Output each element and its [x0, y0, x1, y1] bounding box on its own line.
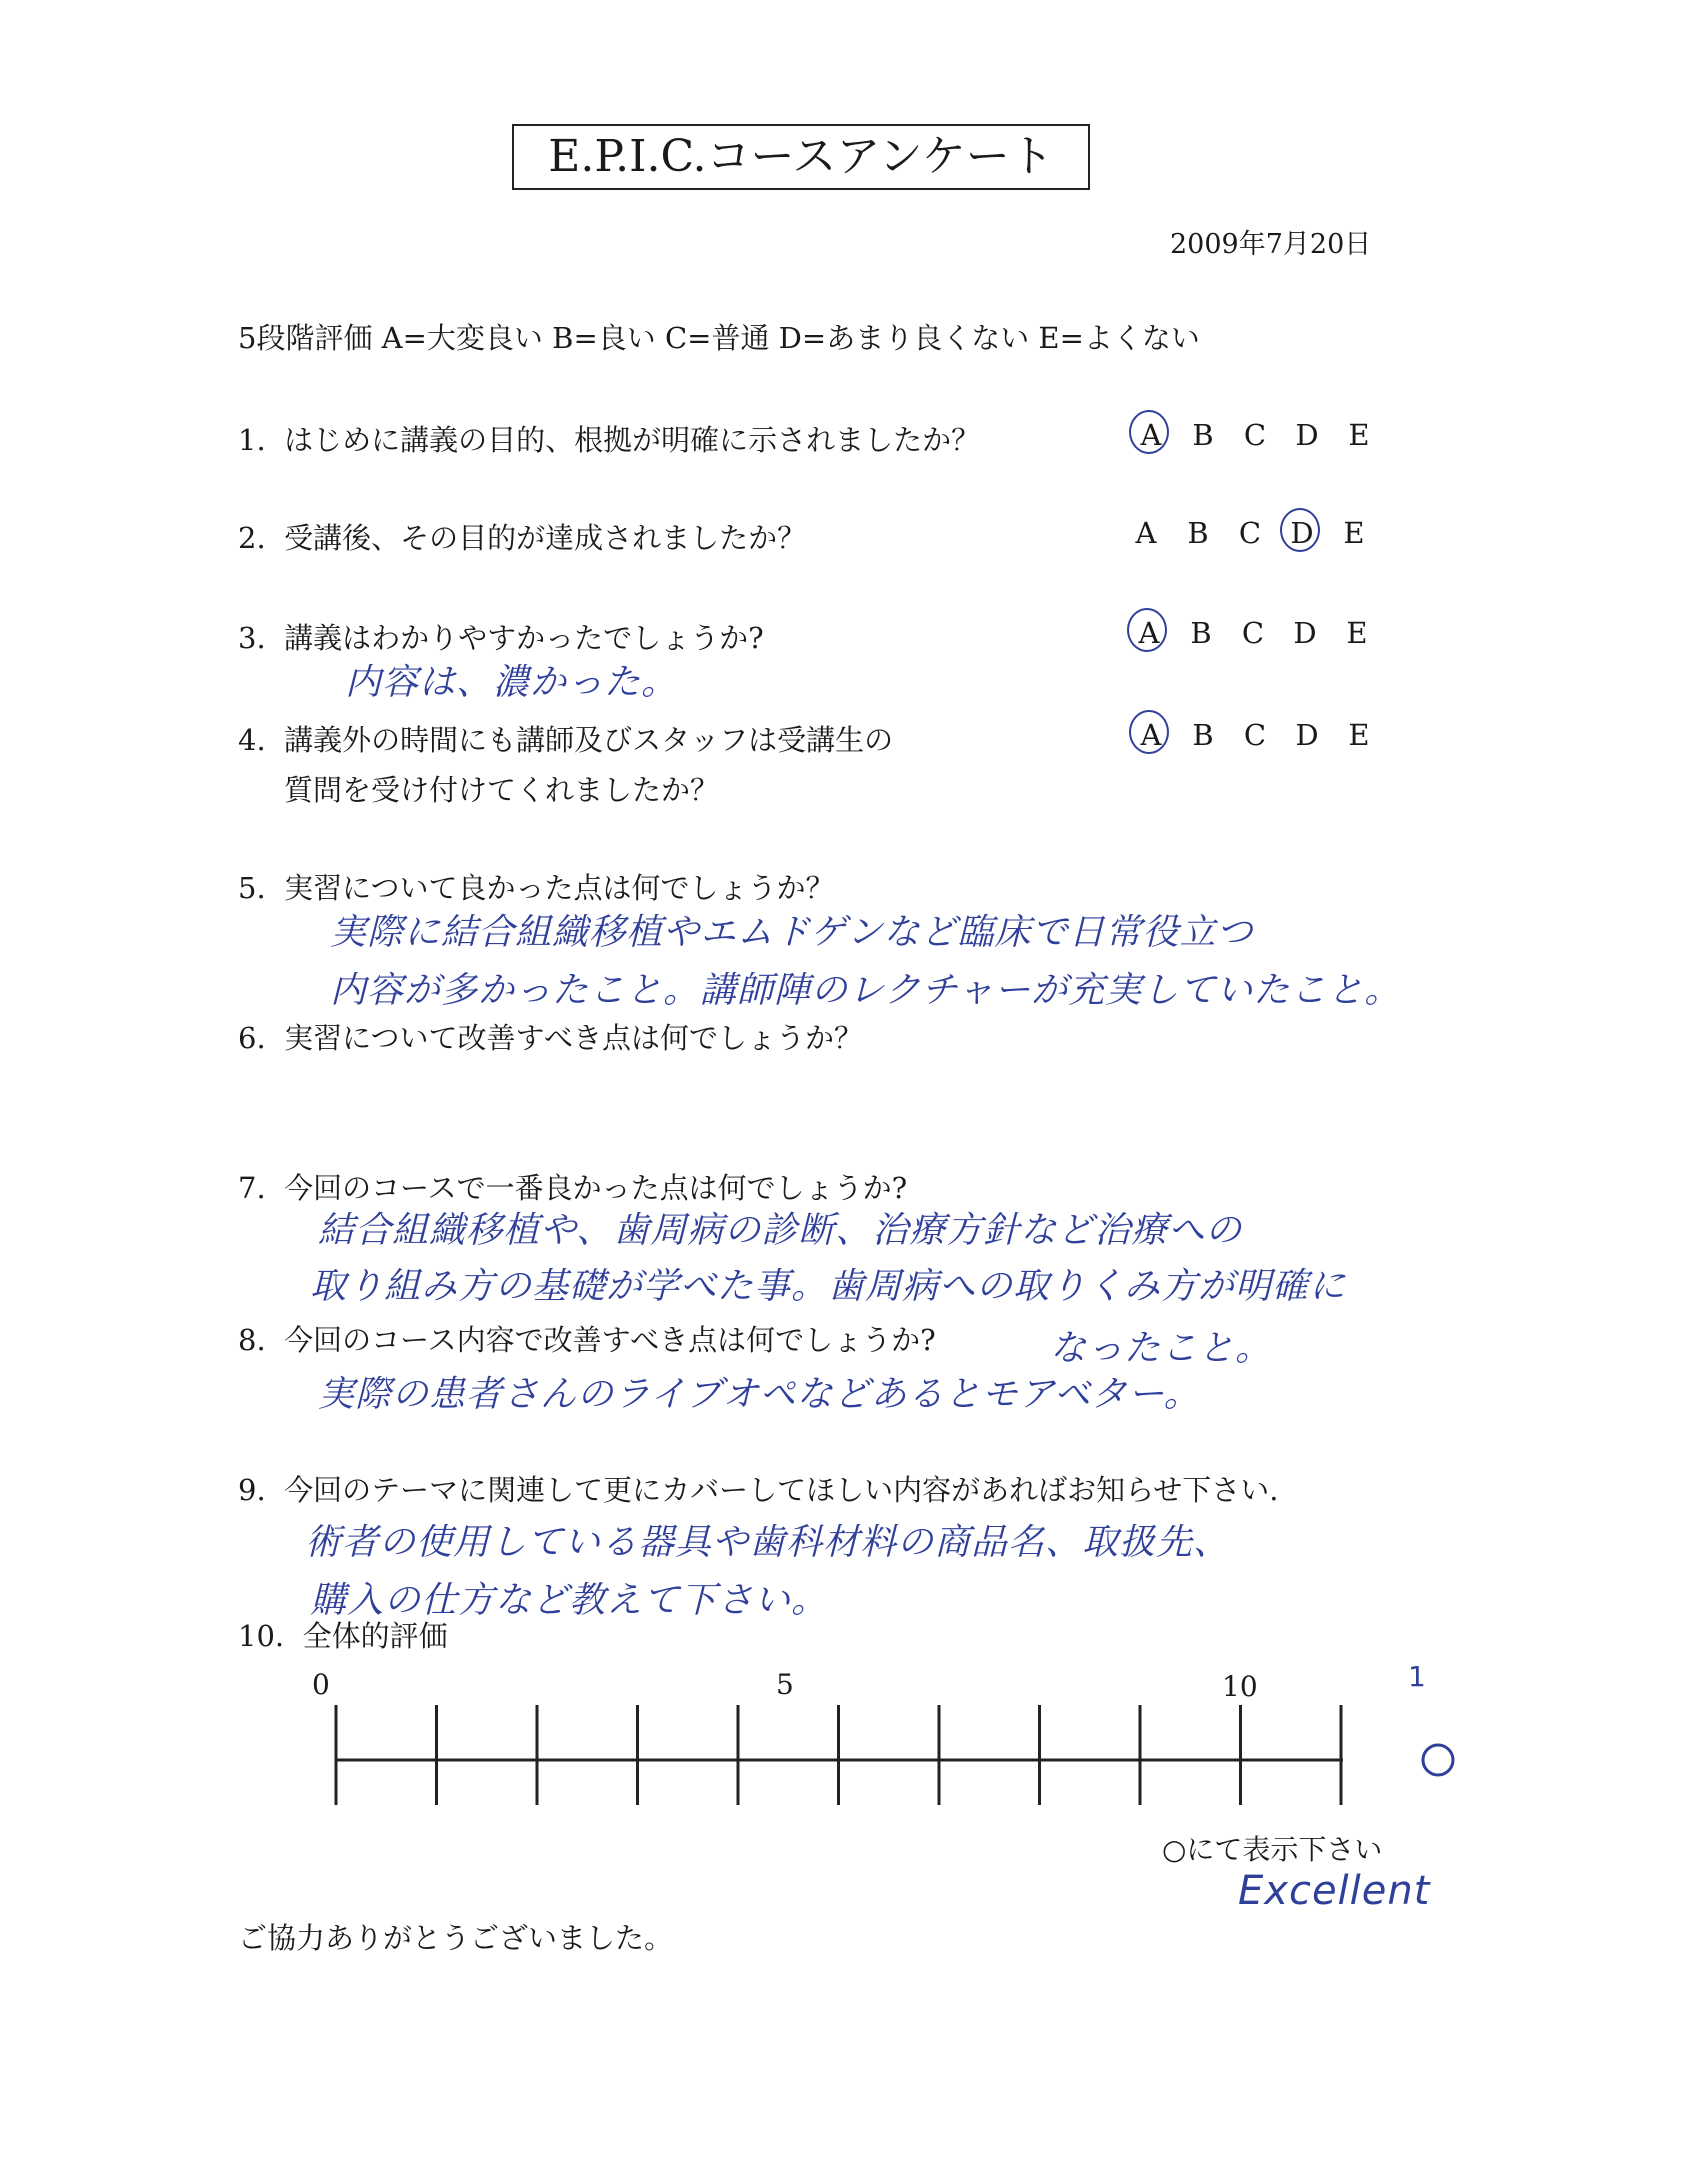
- choice-b[interactable]: B: [1190, 616, 1212, 650]
- choice-b[interactable]: B: [1187, 516, 1209, 550]
- choice-e[interactable]: E: [1348, 418, 1370, 452]
- question-number: 3.: [238, 621, 266, 655]
- question-number: 10.: [238, 1619, 285, 1653]
- q9-handwritten-line2: 購入の仕方など教えて下さい。: [310, 1580, 829, 1621]
- q3-handwritten-answer: 内容は、濃かった。: [345, 662, 679, 703]
- closing-message: ご協力ありがとうございました。: [238, 1921, 674, 1955]
- question-number: 7.: [238, 1171, 266, 1205]
- question-number: 2.: [238, 521, 266, 555]
- question-number: 4.: [238, 723, 266, 757]
- choice-c[interactable]: C: [1241, 616, 1265, 650]
- rating-scale-ticks: [336, 1705, 1453, 1805]
- choice-d-selected[interactable]: D: [1276, 516, 1328, 550]
- choice-e[interactable]: E: [1346, 616, 1368, 650]
- q9-handwritten-line1: 術者の使用している器具や歯科材料の商品名、取扱先、: [305, 1522, 1231, 1563]
- question-text: 今回のコースで一番良かった点は何でしょうか?: [284, 1171, 908, 1205]
- choice-a-selected[interactable]: A: [1125, 718, 1177, 752]
- question-text: 実習について改善すべき点は何でしょうか？: [284, 1021, 863, 1055]
- choice-c[interactable]: C: [1243, 718, 1267, 752]
- choice-e[interactable]: E: [1343, 516, 1365, 550]
- choice-c[interactable]: C: [1238, 516, 1262, 550]
- q7-handwritten-line1: 結合組織移植や、歯周病の診断、治療方針など治療への: [318, 1210, 1243, 1251]
- question-number: 6.: [238, 1021, 266, 1055]
- question-number: 1.: [238, 423, 266, 457]
- question-text: 全体的評価: [302, 1619, 448, 1653]
- question-text: 講義外の時間にも講師及びスタッフは受講生の: [284, 723, 894, 757]
- q8-handwritten-answer: 実際の患者さんのライブオペなどあるとモアベター。: [318, 1374, 1201, 1415]
- circle-instruction: ○にて表示下さい: [1162, 1833, 1383, 1866]
- q5-handwritten-line2: 内容が多かったこと。講師陣のレクチャーが充実していたこと。: [330, 970, 1402, 1011]
- q5-handwritten-line1: 実際に結合組織移植やエムドゲンなど臨床で日常役立つ: [330, 912, 1254, 953]
- survey-date: 2009年7月20日: [1170, 229, 1372, 260]
- choice-a-selected[interactable]: A: [1123, 616, 1175, 650]
- choice-d[interactable]: D: [1293, 616, 1317, 650]
- question-text: 講義はわかりやすかったでしょうか?: [284, 621, 764, 655]
- handwritten-comment: Excellent: [1238, 1868, 1431, 1914]
- axis-label-5: 5: [776, 1668, 794, 1701]
- q7-handwritten-line3: なったこと。: [1050, 1328, 1273, 1369]
- question-text: 実習について良かった点は何でしょうか？: [284, 871, 835, 905]
- page-title: E.P.I.C.コースアンケート: [512, 124, 1090, 190]
- question-text: 受講後、その目的が達成されましたか？: [284, 521, 807, 555]
- selected-rating-circle: [1423, 1745, 1453, 1775]
- question-number: 8.: [238, 1323, 266, 1357]
- choice-a-selected[interactable]: A: [1125, 418, 1177, 452]
- choice-b[interactable]: B: [1192, 718, 1214, 752]
- choice-b[interactable]: B: [1192, 418, 1214, 452]
- choice-c[interactable]: C: [1243, 418, 1267, 452]
- question-text: 今回のコース内容で改善すべき点は何でしょうか?: [284, 1323, 936, 1357]
- handwritten-tick-mark: 1: [1408, 1660, 1426, 1693]
- choice-e[interactable]: E: [1348, 718, 1370, 752]
- question-number: 5.: [238, 871, 266, 905]
- question-4-line2: 質問を受け付けてくれましたか？: [284, 773, 720, 807]
- choice-a[interactable]: A: [1135, 516, 1157, 550]
- q7-handwritten-line2: 取り組み方の基礎が学べた事。歯周病への取りくみ方が明確に: [310, 1266, 1347, 1307]
- axis-label-0: 0: [312, 1668, 330, 1701]
- axis-label-10: 10: [1222, 1670, 1258, 1703]
- rating-scale-note: 5段階評価 A=大変良い B=良い C=普通 D=あまり良くない E=よくない: [238, 321, 1200, 355]
- choice-d[interactable]: D: [1295, 718, 1319, 752]
- question-text: はじめに講義の目的、根拠が明確に示されましたか？: [284, 423, 981, 457]
- question-text: 今回のテーマに関連して更にカバーしてほしい内容があればお知らせ下さい.: [284, 1473, 1279, 1507]
- question-number: 9.: [238, 1473, 266, 1507]
- choice-d[interactable]: D: [1295, 418, 1319, 452]
